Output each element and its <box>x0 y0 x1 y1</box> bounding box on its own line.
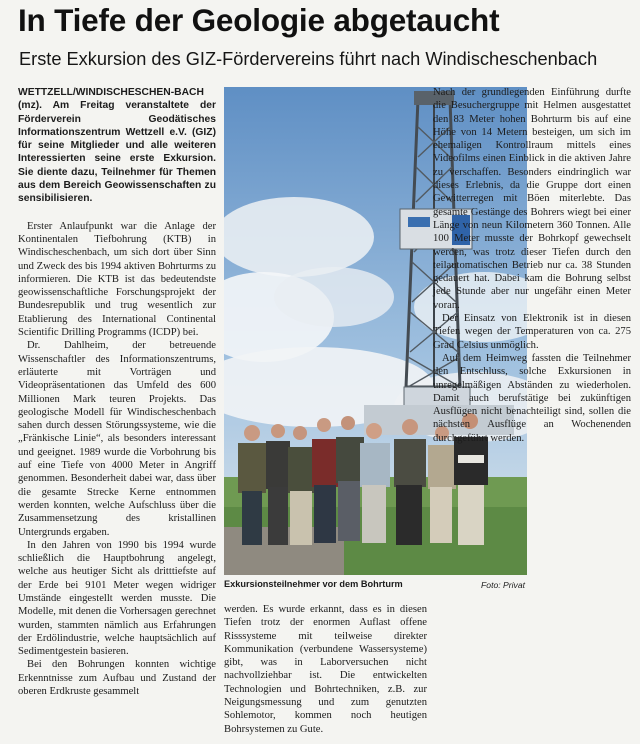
body-paragraph: Dr. Dahlheim, der betreuende Wissenschaftler des Informationszentrums, erläuterte mit Vorträgen und Videopräsentationen das Umfeld des 600 Millionen Mark teuren Projekts. Das geologische Modell für Windischeschenbach sahen durch dessen Störungssysteme, wie die „Fränkische Linie“, als besonders interessant und geeignet. 1989 wurde die Vorbohrung bis auf eine Tiefe von 4000 Meter in Angriff genommen. Besonderheit dabei war, dass über die gesamte Strecke Kerne entnommen werden konnten, welche Aufschluss über die Zusammensetzung des kristallinen Untergrunds ergaben. <box>18 340 216 538</box>
photo-caption: Exkursionsteilnehmer vor dem Bohrturm <box>224 579 403 589</box>
body-paragraph: Bei den Bohrungen konnten wichtige Erkenntnisse zum Aufbau und Zustand der oberen Erdkruste gesammelt <box>18 659 216 698</box>
photo-caption-bar <box>224 578 527 594</box>
body-paragraph: Auf dem Heimweg fassten die Teilnehmer den Entschluss, solche Exkursionen in unregelmäßigen Abständen zu wiederholen. Damit auch berufstätige bei zukünftigen Ausflügen nicht benachteiligt sind, sollen die nächsten Ausflüge an Wochenenden durchgeführt werden. <box>433 352 631 444</box>
photo-credit: Foto: Privat <box>481 580 525 590</box>
column-left <box>18 86 216 698</box>
body-paragraph: Der Einsatz von Elektronik ist in diesen Tiefen wegen der Temperaturen von ca. 275 Grad Celsius unmöglich. <box>433 313 631 351</box>
lead-paragraph: WETTZELL/WINDISCHESCHEN-BACH (mz). Am Freitag veranstaltete der Förderverein Geodätisches Informationszentrum Wettzell e.V. (GIZ) für seine Mitglieder und alle weiteren Interessierten seine erste Exkursion. Sie diente dazu, Teilnehmer für Themen aus dem Bereich Geowissenschaften zu sensibilisieren. <box>18 87 216 205</box>
body-paragraph: Erster Anlaufpunkt war die Anlage der Kontinentalen Tiefbohrung (KTB) in Windischeschenbach, um sich dort über Sinn und Zweck des bis 1994 aktiven Bohrturms zu informieren. Die KTB ist das bedeutendste geowissenschaftliche Forschungsprojekt der Bundesrepublik und trug wesentlich zur Etablierung des International Continental Scientific Drilling Programms (ICDP) bei. <box>18 220 216 339</box>
body-paragraph: In den Jahren von 1990 bis 1994 wurde schließlich die Hauptbohrung angelegt, welche aus heutiger Sicht als dritttiefste auf der Erde bei 9101 Meter wegen widriger Umstände eingestellt werden musste. Die Modelle, mit denen die Vorhersagen gerechnet wurden, stammten nämlich aus Erfahrungen der Erdölindustrie, welche hauptsächlich auf Sedimentgestein basieren. <box>18 539 216 658</box>
body-paragraph: werden. Es wurde erkannt, dass es in diesen Tiefen trotz der enormen Auflast offene Risssysteme mit teilweise direkter Kommunikation (verbundene Wassersysteme) gibt, was in Laborversuchen nicht nachvollziehbar ist. Die entwickelten Technologien und Bohrtechniken, z.B. zur Neigungsmessung und zum genutzten Sohlemotor, kommen noch heutigen Bohrsystemen zu Gute. <box>224 604 427 735</box>
headline: In Tiefe der Geologie abgetaucht <box>18 2 500 38</box>
body-paragraph: Nach der grundlegenden Einführung durfte die Besuchergruppe mit Helmen ausgestattet den 83 Meter hohen Bohrturm bis auf eine Höhe von 14 Metern besteigen, um sich im ehemaligen Kontrollraum mittels eines Videofilms einen Einblick in die aktiven Jahre zu verschaffen. Besonders eindringlich war dieses Erlebnis, da die Gruppe dort einen Gewitterregen mit Böen miterlebte. Das gesamte Gestänge des Bohrers wiegt bei einer Länge von neun Kilometern 360 Tonnen. Alle 100 Meter musste der Bohrkopf gewechselt werden, was trotz dieser Tiefen durch den teilautomatischen Betrieb nur ca. 38 Stunden gedauert hat. Dabei kam die Bohrung selbst jede Stunde aber nur ungefähr einen Meter voran. <box>433 87 631 311</box>
column-middle <box>224 603 427 736</box>
subheadline: Erste Exkursion des GIZ-Fördervereins führt nach Windischeschenbach <box>19 49 598 69</box>
column-right <box>433 86 631 445</box>
